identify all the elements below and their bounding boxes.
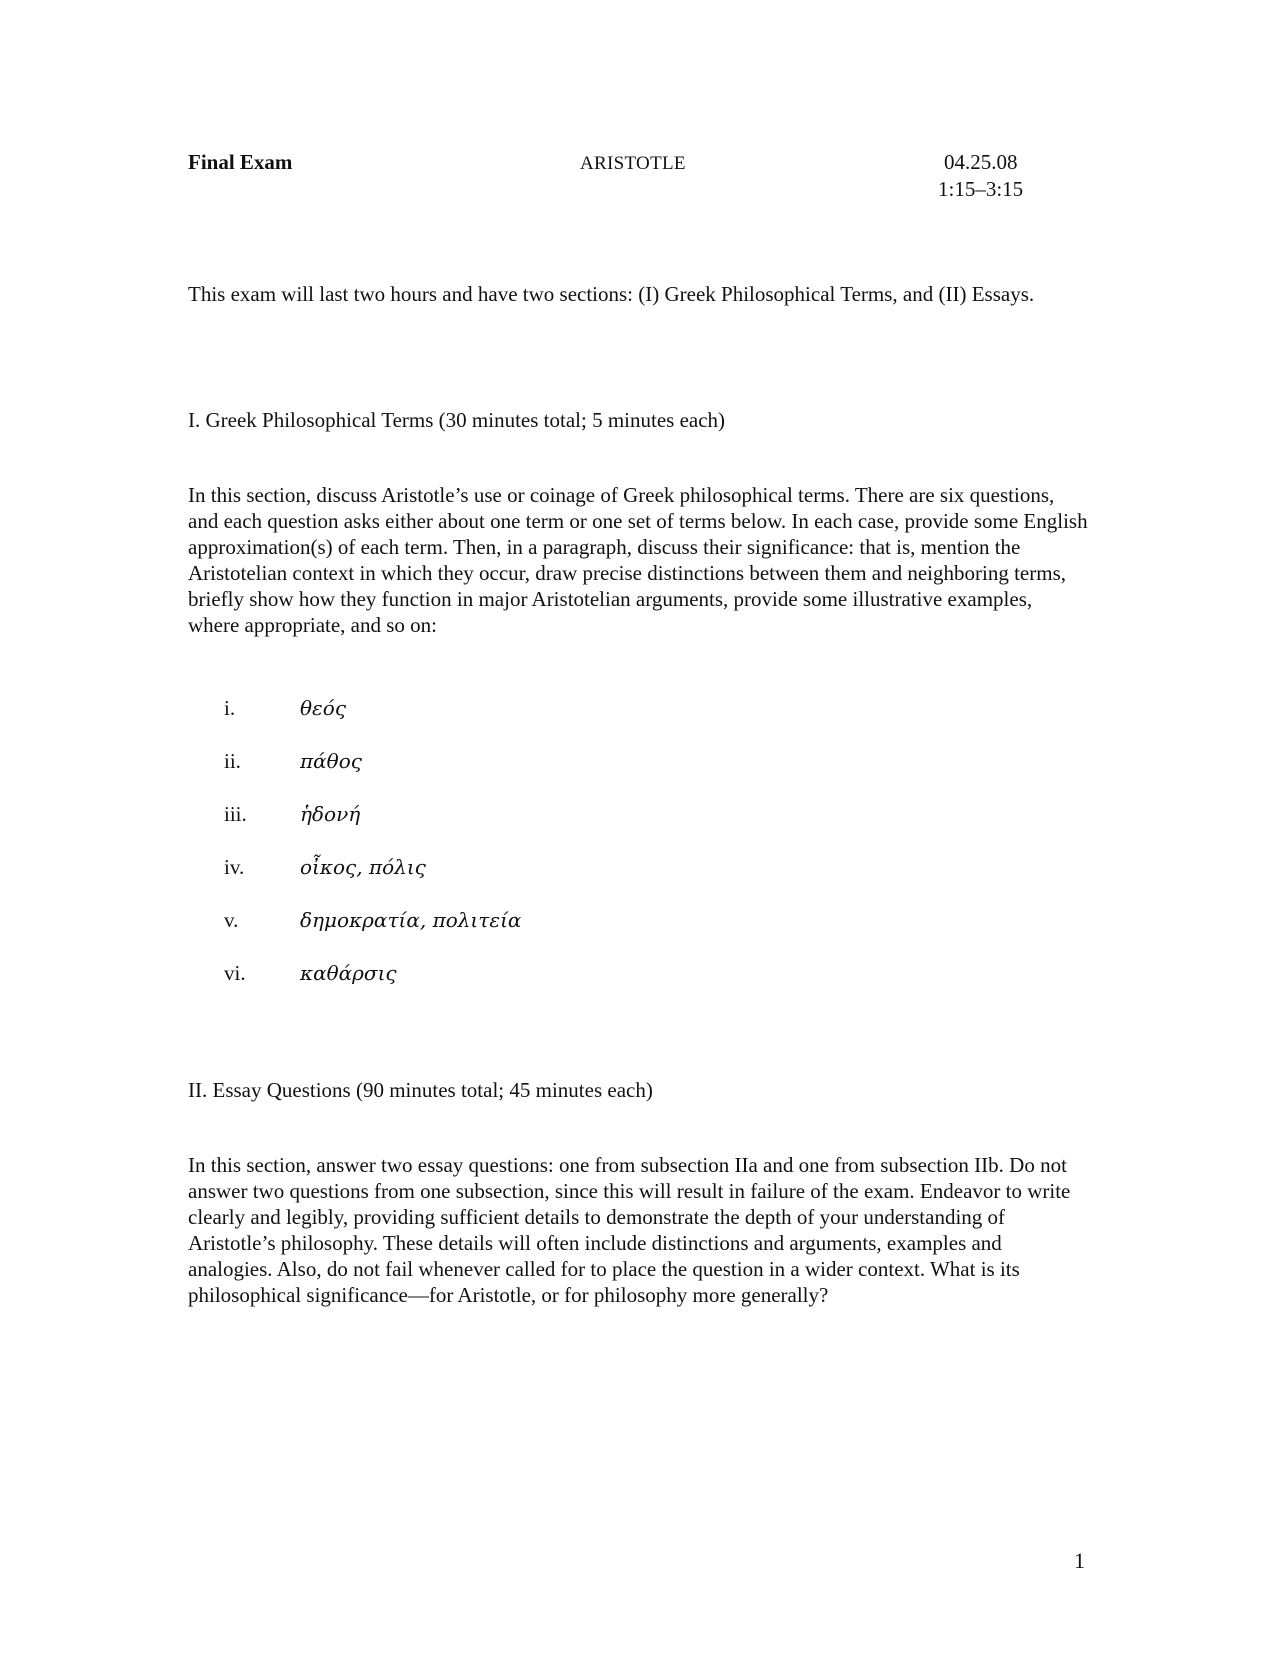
course-name: ARISTOTLE <box>580 153 686 174</box>
section-1-instructions: In this section, discuss Aristotle’s use or coinage of Greek philosophical terms. There are six questions, and each question asks either about one term or one set of terms below. In each case, provide some English approximation(s) of each term. Then, in a paragraph, discuss their significance: that is, mention the Aristotelian context in which they occur, draw precise distinctions between them and neighboring terms, briefly show how they function in major Aristotelian arguments, provide some illustrative examples, where appropriate, and so on: <box>188 483 1088 637</box>
greek-term: δημοκρατία, πολιτεία <box>300 908 522 932</box>
greek-term: πάθος <box>300 749 362 773</box>
section-2-heading: II. Essay Questions (90 minutes total; 45 minutes each) <box>188 1078 653 1102</box>
exam-time: 1:15–3:15 <box>938 177 1024 201</box>
page-number: 1 <box>1074 1548 1085 1573</box>
greek-term-list <box>188 695 788 1013</box>
section-2-instructions: In this section, answer two essay questions: one from subsection IIa and one from subsection IIb. Do not answer two questions from one subsection, since this will result in failure of the exam. Endeavor to write clearly and legibly, providing sufficient details to demonstrate the depth of your understanding of Aristotle’s philosophy. These details will often include distinctions and arguments, examples and analogies. Also, do not fail whenever called for to place the question in a wider context. What is its philosophical significance—for Aristotle, or for philosophy more generally? <box>188 1153 1071 1307</box>
greek-term: καθάρσις <box>300 961 397 985</box>
term-numeral: iii. <box>224 802 247 826</box>
greek-term: οἶκος, πόλις <box>300 855 426 879</box>
term-numeral: v. <box>224 908 239 932</box>
term-numeral: vi. <box>224 961 246 985</box>
term-item-3 <box>188 801 788 854</box>
intro-paragraph: This exam will last two hours and have two sections: (I) Greek Philosophical Terms, and (II) Essays. <box>188 282 1035 306</box>
section-1-heading: I. Greek Philosophical Terms (30 minutes total; 5 minutes each) <box>188 408 726 432</box>
exam-title: Final Exam <box>188 150 293 174</box>
term-numeral: i. <box>224 696 236 720</box>
term-item-1 <box>188 695 788 748</box>
term-numeral: ii. <box>224 749 241 773</box>
greek-term: ἡδονή <box>300 802 361 826</box>
term-item-2 <box>188 748 788 801</box>
greek-term: θεός <box>300 696 347 720</box>
term-item-4 <box>188 854 788 907</box>
exam-date: 04.25.08 <box>944 150 1018 174</box>
term-numeral: iv. <box>224 855 245 879</box>
term-item-5 <box>188 907 788 960</box>
term-item-6 <box>188 960 788 1013</box>
